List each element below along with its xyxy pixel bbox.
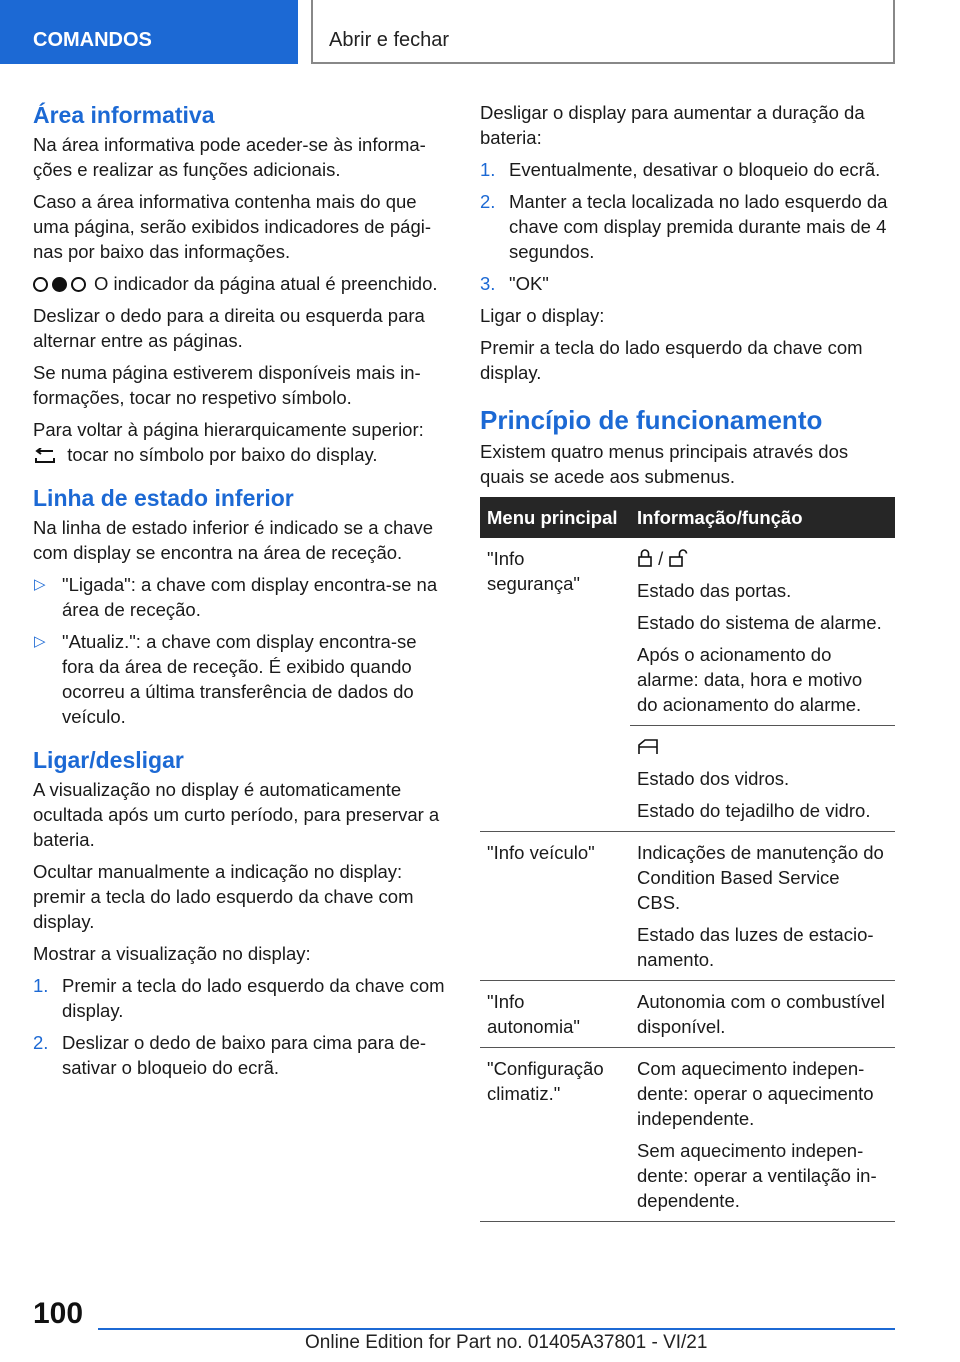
table-row [480, 538, 895, 726]
list-item [480, 189, 895, 264]
left-column [33, 100, 448, 1087]
column-header-info: Informação/função [630, 497, 895, 538]
lock-open-icon [668, 548, 692, 568]
paragraph: Na linha de estado inferior é indicado se a chave com display se encontra na área de receção. [33, 517, 434, 563]
heading-ligar-desligar: Ligar/desligar [33, 747, 184, 773]
step-number: 2. [480, 191, 496, 212]
paragraph: Existem quatro menus principais através dos quais se acede aos submenus. [480, 441, 849, 487]
paragraph-text: tocar no símbolo por baixo do display. [67, 444, 378, 465]
numbered-list [33, 973, 448, 1080]
bullet-list [33, 572, 448, 729]
section-header [0, 0, 298, 64]
info-text: Autonomia com o combustível disponível. [637, 991, 885, 1037]
column-header-menu: Menu principal [480, 497, 630, 538]
info-text: Sem aquecimento independente: operar a ventilação independente. [637, 1140, 877, 1211]
chapter-title: Abrir e fechar [329, 29, 450, 51]
page-number: 100 [33, 1297, 84, 1330]
paragraph: Ocultar manualmente a indicação no display: premir a tecla do lado esquerdo da chave com display. [33, 861, 414, 932]
step-text: Manter a tecla localizada no lado esquerdo da chave com display premida durante mais de 4 segundos. [509, 191, 888, 262]
menu-cell: "Info segurança" [480, 538, 630, 832]
list-item [33, 629, 448, 729]
heading-linha-estado: Linha de estado inferior [33, 485, 294, 511]
info-cell [630, 832, 895, 981]
paragraph: Ligar o display: [480, 305, 605, 326]
info-cell [630, 538, 895, 726]
footer-rule [98, 1328, 895, 1330]
step-number: 3. [480, 273, 496, 294]
list-item-text: "Atualiz.": a chave com display encontra-se fora da área de receção. É exibido quando ocorreu a última transferência de dados do veículo. [62, 631, 417, 727]
list-item [33, 1030, 448, 1080]
info-text: Com aquecimento independente: operar o aquecimento independente. [637, 1058, 874, 1129]
paragraph: A visualização no display é automaticamente ocultada após um curto período, para preservar a bateria. [33, 779, 440, 850]
info-cell [630, 981, 895, 1048]
car-window-icon [637, 738, 659, 756]
list-item [33, 973, 448, 1023]
step-number: 1. [480, 159, 496, 180]
info-text: Estado das portas. [637, 580, 792, 601]
list-item [33, 572, 448, 622]
info-cell [630, 726, 895, 832]
info-text: Estado dos vidros. [637, 768, 790, 789]
list-item [480, 271, 895, 296]
back-arrow-icon [33, 448, 57, 464]
paragraph-back-symbol [33, 442, 448, 467]
triangle-bullet-icon: ▷ [34, 576, 46, 593]
paragraph: Na área informativa pode aceder-se às informações e realizar as funções adicionais. [33, 134, 426, 180]
paragraph: Caso a área informativa contenha mais do que uma página, serão exibidos indicadores de páginas por baixo das informações. [33, 191, 432, 262]
paragraph-text: O indicador da página atual é preenchido. [94, 273, 438, 294]
info-text: Estado das luzes de estacionamento. [637, 924, 874, 970]
table-header-row [480, 497, 895, 538]
menu-table [480, 497, 895, 1222]
paragraph: Mostrar a visualização no display: [33, 943, 311, 964]
triangle-bullet-icon: ▷ [34, 633, 46, 650]
paragraph: Para voltar à página hierarquicamente superior: [33, 419, 424, 440]
heading-area-informativa: Área informativa [33, 102, 215, 128]
paragraph: Premir a tecla do lado esquerdo da chave com display. [480, 337, 863, 383]
heading-principio: Princípio de funcionamento [480, 405, 823, 435]
paragraph-page-indicator [33, 271, 448, 296]
step-text: Premir a tecla do lado esquerdo da chave com display. [62, 975, 445, 1021]
info-text: Após o acionamento do alarme: data, hora e motivo do acionamento do alarme. [637, 644, 863, 715]
slash-separator: / [658, 548, 664, 569]
table-row [480, 1048, 895, 1222]
footer-edition: Online Edition for Part no. 01405A37801 - VI/21 [305, 1332, 708, 1353]
table-row [480, 981, 895, 1048]
chapter-header [311, 0, 895, 64]
page-indicator-dots-icon [33, 277, 86, 292]
info-text: Estado do sistema de alarme. [637, 612, 882, 633]
menu-cell: "Configuração climatiz." [480, 1048, 630, 1222]
paragraph: Deslizar o dedo para a direita ou esquerda para alternar entre as páginas. [33, 305, 425, 351]
step-text: Eventualmente, desativar o bloqueio do ecrã. [509, 159, 881, 180]
list-item-text: "Ligada": a chave com display encontra-se na área de receção. [62, 574, 438, 620]
lock-closed-icon [637, 548, 653, 568]
table-row [480, 832, 895, 981]
menu-cell: "Info veículo" [480, 832, 630, 981]
info-text: Indicações de manutenção do Condition Based Service CBS. [637, 842, 884, 913]
right-column [480, 100, 895, 1222]
info-text: Estado do tejadilho de vidro. [637, 800, 871, 821]
list-item [480, 157, 895, 182]
step-text: "OK" [509, 273, 549, 294]
info-cell [630, 1048, 895, 1222]
lock-icons [637, 546, 887, 571]
section-title: COMANDOS [33, 29, 152, 51]
step-number: 2. [33, 1032, 49, 1053]
step-number: 1. [33, 975, 49, 996]
paragraph: Se numa página estiverem disponíveis mais informações, tocar no respetivo símbolo. [33, 362, 421, 408]
menu-cell: "Info autonomia" [480, 981, 630, 1048]
step-text: Deslizar o dedo de baixo para cima para desativar o bloqueio do ecrã. [62, 1032, 427, 1078]
numbered-list [480, 157, 895, 296]
paragraph: Desligar o display para aumentar a duração da bateria: [480, 102, 865, 148]
window-icon-line [637, 734, 887, 759]
